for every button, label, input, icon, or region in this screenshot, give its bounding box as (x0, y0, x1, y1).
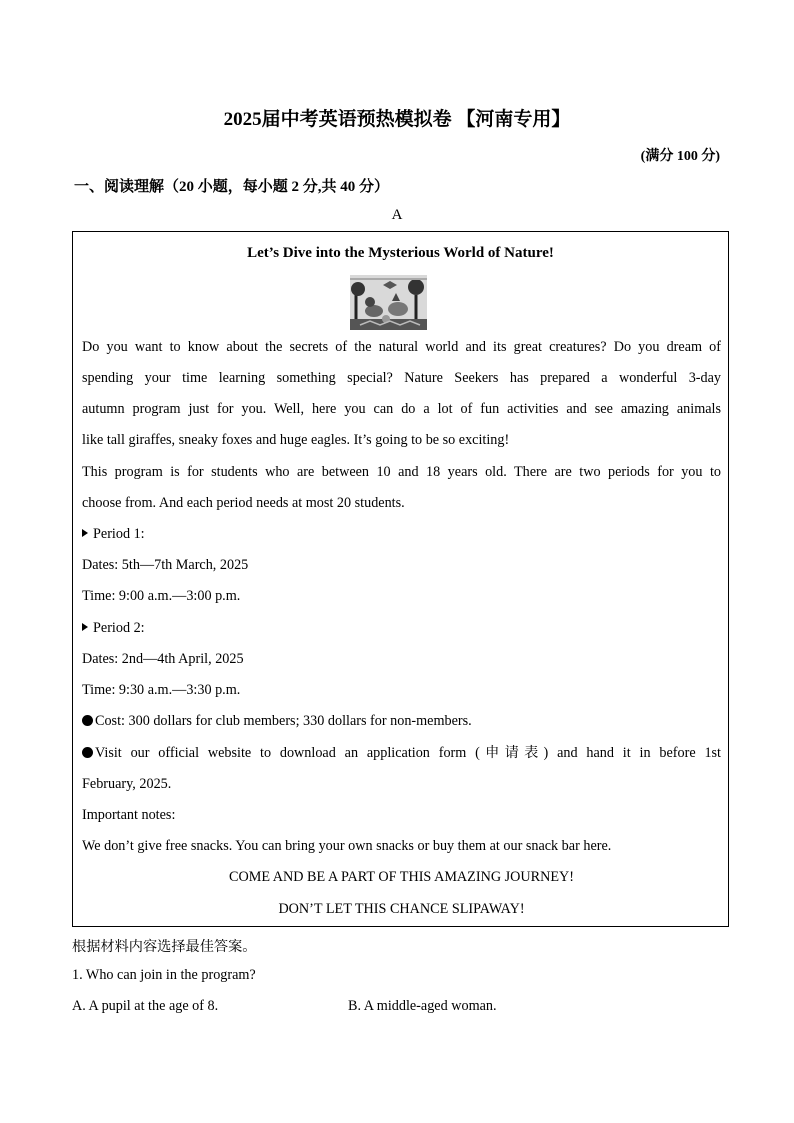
bullet-icon (82, 747, 93, 758)
passage-line: autumn program just for you. Well, here you can do a lot of fun activities and see amazing animals (82, 401, 721, 417)
triangle-bullet-icon (82, 623, 88, 631)
passage-box (72, 231, 729, 927)
passage-line: Time: 9:30 a.m.—3:30 p.m. (82, 682, 241, 698)
question-instruction: 根据材料内容选择最佳答案。 (72, 939, 257, 955)
passage-label: A (391, 207, 403, 223)
slogan-line: COME AND BE A PART OF THIS AMAZING JOURNEY! (229, 869, 574, 885)
exam-title: 2025届中考英语预热模拟卷 【河南专用】 (223, 109, 571, 130)
passage-line: like tall giraffes, sneaky foxes and huge eagles. It’s going to be so exciting! (82, 432, 510, 448)
passage-line: Important notes: (82, 807, 176, 823)
option-a[interactable]: A. A pupil at the age of 8. (72, 998, 219, 1014)
nature-illustration-icon (350, 275, 427, 330)
full-score: (满分 100 分) (640, 149, 720, 164)
period-heading: Period 2: (82, 618, 721, 638)
section-title: 一、阅读理解（20 小题，每小题 2 分,共 40 分） (74, 179, 390, 195)
bullet-line: Cost: 300 dollars for club members; 330 dollars for non-members. (82, 711, 721, 731)
option-b[interactable]: B. A middle-aged woman. (348, 998, 497, 1014)
passage-line: February, 2025. (82, 776, 172, 792)
passage-line: spending your time learning something special? Nature Seekers has prepared a wonderful 3-day (82, 370, 721, 386)
passage-line: Dates: 2nd—4th April, 2025 (82, 651, 244, 667)
passage-line: choose from. And each period needs at most 20 students. (82, 495, 405, 511)
passage-title: Let’s Dive into the Mysterious World of Nature! (247, 245, 554, 261)
period-heading: Period 1: (82, 524, 721, 544)
passage-line: This program is for students who are between 10 and 18 years old. There are two periods for you to (82, 464, 721, 480)
passage-line: Dates: 5th—7th March, 2025 (82, 557, 249, 573)
passage-line: Do you want to know about the secrets of the natural world and its great creatures? Do you dream of (82, 339, 721, 355)
bullet-line: Visit our official website to download an application form (申请表) and hand it in before 1st (82, 743, 721, 763)
passage-line: We don’t give free snacks. You can bring your own snacks or buy them at our snack bar here. (82, 838, 612, 854)
slogan-line: DON’T LET THIS CHANCE SLIPAWAY! (278, 901, 525, 917)
triangle-bullet-icon (82, 529, 88, 537)
bullet-icon (82, 715, 93, 726)
passage-line: Time: 9:00 a.m.—3:00 p.m. (82, 588, 241, 604)
question-stem: 1. Who can join in the program? (72, 967, 256, 983)
